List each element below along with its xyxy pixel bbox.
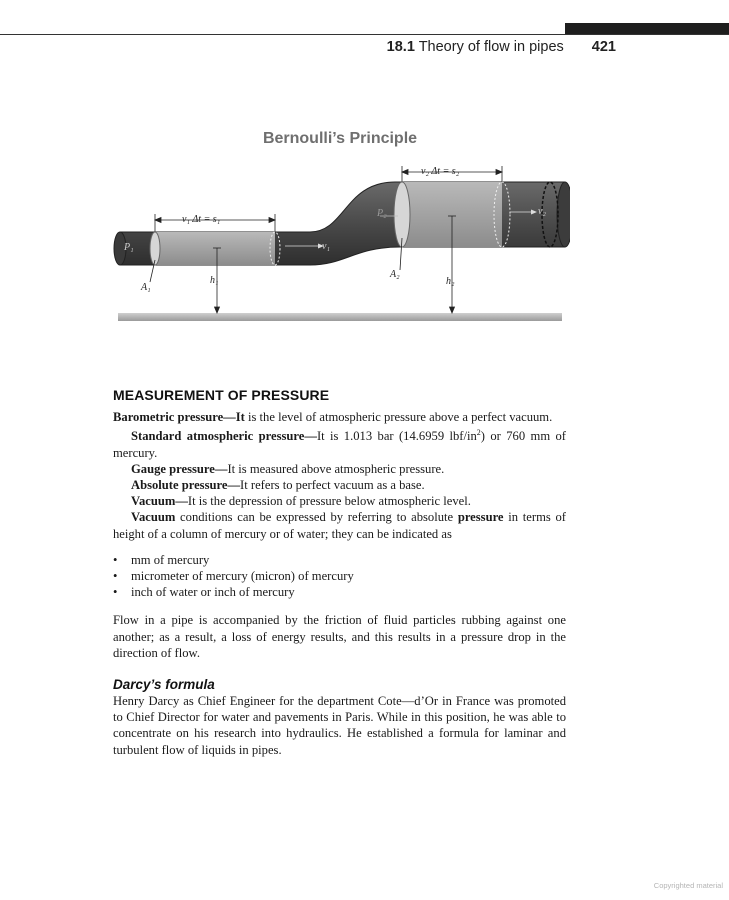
flow-paragraph: Flow in a pipe is accompanied by the friction of fluid particles rubbing against one another; as a result, a loss of energy results, and this results in a pressure drop in the direction of flow.	[113, 613, 566, 660]
darcy-paragraph: Henry Darcy as Chief Engineer for the department Cote—d’Or in France was promoted to Chief Director for water and pavements in Paris. While in this position, he was able to concentrate on his research into hydraulics. He established a formula for laminar and turbulent flow of liquids in pipes.	[113, 694, 566, 757]
vacuum-paragraph	[113, 493, 566, 509]
label-h1: h₁	[210, 275, 219, 286]
section-number: 18.1	[386, 39, 415, 55]
figure-title: Bernoulli’s Principle	[262, 130, 418, 147]
copyright-notice: Copyrighted material	[653, 881, 723, 890]
header-bar	[565, 23, 729, 34]
label-p1: P₁	[124, 242, 134, 253]
vacuum-conditions-term2: pressure	[457, 510, 504, 525]
label-a2: A₂	[390, 269, 400, 280]
section-title: Theory of flow in pipes	[418, 39, 564, 55]
list-item: • mm of mercury	[113, 552, 566, 568]
label-a1: A₁	[141, 282, 151, 293]
body-text	[113, 387, 566, 758]
header-rule	[0, 34, 729, 35]
gauge-term: Gauge pressure—	[131, 461, 228, 476]
label-v1: v₁	[322, 241, 330, 252]
darcy-heading: Darcy’s formula	[113, 677, 215, 693]
gauge-paragraph	[113, 461, 566, 477]
gauge-text: It is measured above atmospheric pressure.	[227, 461, 445, 476]
barometric-term: Barometric pressure—It	[113, 410, 245, 424]
label-v2: v₂	[538, 206, 546, 217]
running-head	[387, 39, 616, 55]
vacuum-conditions-paragraph	[113, 509, 566, 541]
bernoulli-figure	[110, 120, 570, 330]
absolute-text: It refers to perfect vacuum as a base.	[240, 478, 425, 492]
section-heading: MEASUREMENT OF PRESSURE	[113, 387, 330, 403]
label-v2dt-s2: v₂ Δt = s₂	[421, 166, 460, 177]
units-list	[113, 552, 566, 601]
list-item: • micrometer of mercury (micron) of mercury	[113, 568, 566, 584]
absolute-paragraph	[113, 477, 566, 493]
vacuum-term: Vacuum—	[131, 494, 188, 509]
vacuum-conditions-text2: in terms of height of a column of mercury or of water; they can be indicated as	[113, 510, 566, 541]
standard-term: Standard atmospheric pressure—	[131, 429, 317, 444]
label-h2: h₂	[446, 276, 455, 287]
standard-text-before: It is 1.013 bar (14.6959 lbf/in	[316, 429, 477, 444]
label-v1dt-s1: v₁ Δt = s₁	[182, 214, 221, 225]
absolute-term: Absolute pressure—	[131, 478, 241, 492]
standard-sup: 2	[476, 428, 481, 438]
label-p2: P₂	[377, 208, 387, 219]
standard-paragraph	[113, 425, 566, 461]
standard-text-after: ) or 760 mm of mercury.	[113, 429, 566, 460]
barometric-paragraph	[113, 409, 566, 425]
vacuum-text: It is the depression of pressure below atmospheric level.	[187, 494, 471, 509]
segment-2-left-face	[394, 182, 410, 247]
barometric-text: is the level of atmospheric pressure above a perfect vacuum.	[244, 410, 553, 424]
ground-plane	[118, 313, 562, 321]
vacuum-conditions-term1: Vacuum	[131, 510, 176, 525]
segment-1	[155, 232, 275, 265]
list-item: • inch of water or inch of mercury	[113, 584, 566, 600]
pipe-right-end	[557, 182, 570, 247]
pipe-diagram	[110, 120, 570, 330]
page-number: 421	[591, 39, 616, 55]
vacuum-conditions-text1: conditions can be expressed by referring to absolute	[175, 510, 458, 525]
